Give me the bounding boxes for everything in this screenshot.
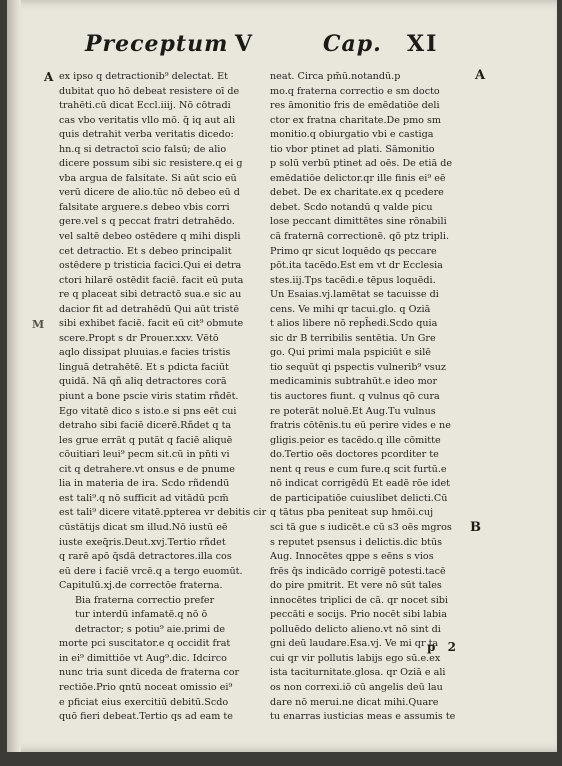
text-line: dacior fit ad detrahēdū Qui aūt tristē [59,303,240,315]
text-line: linguā detrahētē. Et s pdicta faciūt [59,361,229,373]
text-line: ctor ex fratna charitate.De pmo sm [270,114,442,126]
text-line: Aug. Innocētes qppe s eēns s vios [270,551,434,563]
text-line: hn.q si detractoī scio falsū; de alio [59,143,227,155]
text-line: ostēdere p tristicia facici.Qui ei detra [59,260,242,272]
text-line: detraho sibi faciē dicerē.Rñdet q ta [59,420,232,432]
text-line: nent q reus e cum fure.q scit furtū.e [270,463,447,475]
text-line: cui qr vir pollutis labijs ego sū.e.ex [270,652,441,664]
text-column-right [270,70,488,725]
text-line: aqlo dissipat pluuias.e facies tristis [59,347,231,359]
text-line: peccāti e socijs. Prio nocēt sibi labia [270,609,447,621]
text-line: Bia fraterna correctio prefer [75,594,215,606]
text-line: os non correxi.iō cū angelis deū lau [270,681,443,693]
text-line: re q placeat sibi detractō sua.e sic au [59,289,242,301]
text-line: nō indicat corrigēdū Et eadē rōe idet [270,478,451,490]
text-line: q tātus pba peniteat sup hmōi.cuj [270,507,434,519]
signature-mark: p 2 [427,640,460,654]
text-column-left [59,70,277,725]
text-line: cūstātijs dicat sm illud.Nō iustū eē [59,521,228,533]
text-line: gni deū laudare.Esa.vj. Ve mi qr ta [270,638,439,650]
text-line: stes.iij.Tps tacēdi.e tēpus loquēdi. [270,274,436,286]
text-line: est tali⁹ dicere vitatē.ppterea vr debitis cir [59,507,267,519]
text-line: vel saltē debeo ostēdere q mihi displi [59,231,241,243]
header-number: V [235,31,254,57]
text-line: les grue errāt q putāt q faciē aliquē [59,434,233,446]
text-line: ex ipso q detractionib⁹ delectat. Et [59,71,228,82]
text-line: tis auctores fiunt. q vulnus qō cura [270,391,440,403]
text-line: ista taciturnitate.glosa. qr Oziā e ali [270,667,446,679]
text-line: trahēti.cū dicat Eccl.iiij. Nō cōtradi [59,100,231,112]
text-line: falsitate arguere.s debeo vbis corri [59,201,230,213]
text-line: q rarē apō q̄sdā detractores.illa cos [59,551,232,563]
text-line: gere.vel s q peccat fratri detrahēdo. [59,216,235,228]
margin-letter-a-right: A [475,68,486,83]
text-line: go. Qui primi mala pspiciūt e silē [270,347,431,359]
text-line: neat. Circa pm̄ū.notandū.p [270,71,401,82]
text-line: mo.q fraterna correctio e sm docto [270,85,440,97]
text-line: debet. Scdo notandū q valde picu [270,201,433,213]
text-line: cet detractio. Et s debeo principalit [59,245,232,257]
text-line: cā fraternā correctionē. qō ptz tripli. [270,231,449,243]
text-line: quis detrahit verba veritatis dicedo: [59,129,234,141]
text-line: iuste exeq̄ris.Deut.xvj.Tertio rñdet [59,536,226,548]
text-line: morte pci suscitator.e q occidit frat [59,638,231,650]
text-line: de participatiōe cuiuslibet delicti.Cū [270,492,448,504]
header-cap: Cap. [323,31,382,57]
text-line: emēdatiōe delictor.qr ille finis ei⁹ eē [270,172,446,184]
text-line: verū dicere de alio.tūc nō debeo eū d [59,187,240,199]
text-line: sci tā gue s iudicēt.e cū s3 oēs mgros [270,521,452,533]
text-line: sibi exhibet faciē. facit eū cit⁹ obmute [59,318,244,330]
text-line: eū dere i faciē vrcē.q a tergo euomūt. [59,565,243,577]
text-line: rectiōe.Prio qntū noceat omissio ei⁹ [59,681,233,693]
text-line: medicaminis subtrahūt.e ideo mor [270,376,438,388]
header-title: Preceptum [85,31,229,57]
text-line: piunt a bone pscie viris statim rñdēt. [59,391,239,403]
text-line: t alios libere nō reph̄edi.Scdo quia [270,318,438,330]
text-line: cit q detrahere.vt onsus e de pnume [59,463,235,475]
text-line: Capitulū.xj.de correctōe fraterna. [59,580,223,592]
text-line: monitio.q obiurgatio vbi e castiga [270,129,434,141]
text-line: res āmonitio fris de emēdatiōe deli [270,100,440,112]
margin-mark-m: M [32,318,45,331]
text-line: e pficiat eius exercitiū debitū.Scdo [59,696,229,708]
text-line: do pire pmitrit. Et vere nō sūt tales [270,580,442,592]
margin-letter-b: B [470,520,481,535]
text-line: in ei⁹ dimittiōe vt Aug⁹.dic. Idcirco [59,652,227,664]
margin-letter-a: A [44,70,54,84]
text-line: dare nō merui.ne dicat mihi.Quare [270,696,439,708]
text-line: do.Tertio oēs doctores pcorditer te [270,449,439,461]
text-line: pōt.ita tacēdo.Est em vt dr Ecclesia [270,260,443,272]
text-line: nunc tria sunt diceda de fraterna cor [59,667,240,679]
text-line: tio sequūt qi pspectis vulnerib⁹ vsuz [270,361,446,373]
manuscript-page [7,0,557,752]
header-chapter: XI [407,31,439,57]
text-line: detractor; s potiu⁹ aie.primi de [75,623,226,635]
text-line: est tali⁹.q nō sufficit ad vitādū pcm̄ [59,492,229,504]
text-line: Un Esaias.vj.lamētat se tacuisse di [270,289,439,301]
text-line: innocētes triplici de cā. qr nocet sibi [270,594,448,606]
text-line: tio vbor ptinet ad plati. Sāmonitio [270,143,435,155]
text-line: cens. Ve mihi qr tacui.glo. q Oziā [270,303,431,315]
text-line: quō fieri debeat.Tertio qs ad eam te [59,711,233,723]
text-line: scere.Propt s dr Prouer.xxv. Vētō [59,332,219,344]
text-line: polluēdo delicto alieno.vt nō sint di [270,623,441,635]
text-line: s reputet psensus i delictis.dic btūs [270,536,443,548]
text-line: lose peccant dimittētes sine rōnabili [270,216,447,228]
text-line: Primo qr sicut loquēdo qs peccare [270,245,437,257]
text-line: dicere possum sibi sic resistere.q ei g [59,158,243,170]
text-line: gligis.peior es tacēdo.q ille cōmitte [270,434,441,446]
text-line: frēs q̄s indicādo corrigē potesti.tacē [270,565,446,577]
text-line: Ego vitatē dico s isto.e si pns eēt cui [59,405,237,417]
text-line: debet. De ex charitate.ex q pcedere [270,187,444,199]
text-line: quidā. Nā qñ aliq detractores corā [59,376,227,388]
text-line: ctori hilarē ostēdit faciē. facit eū puta [59,274,244,286]
text-line: cōuitiari leui⁹ pecm sit.cū in pn̄ti vi [59,449,230,461]
text-line: p solū verbū ptinet ad oēs. De etiā de [270,158,453,170]
text-line: vba argua de falsitate. Si aūt scio eū [59,172,237,184]
text-line: re poterāt noluē.Et Aug.Tu vulnus [270,405,436,417]
text-line: fratris cōtēnis.tu eū perire vides e ne [270,420,451,432]
text-line: cas vbo veritatis vllo mō. q̄ iq aut ali [59,114,236,126]
running-header [77,31,477,61]
text-line: tu enarras iusticias meas e assumis te [270,711,456,723]
text-line: sic dr B terribilis sentētia. Un Gre [270,332,436,344]
page-gutter [7,0,21,752]
text-line: lia in materia de ira. Scdo rñdendū [59,478,230,490]
text-line: dubitat quo hō debeat resistere oī de [59,85,240,97]
text-line: tur interdū infamatē.q nō ō [75,609,208,621]
